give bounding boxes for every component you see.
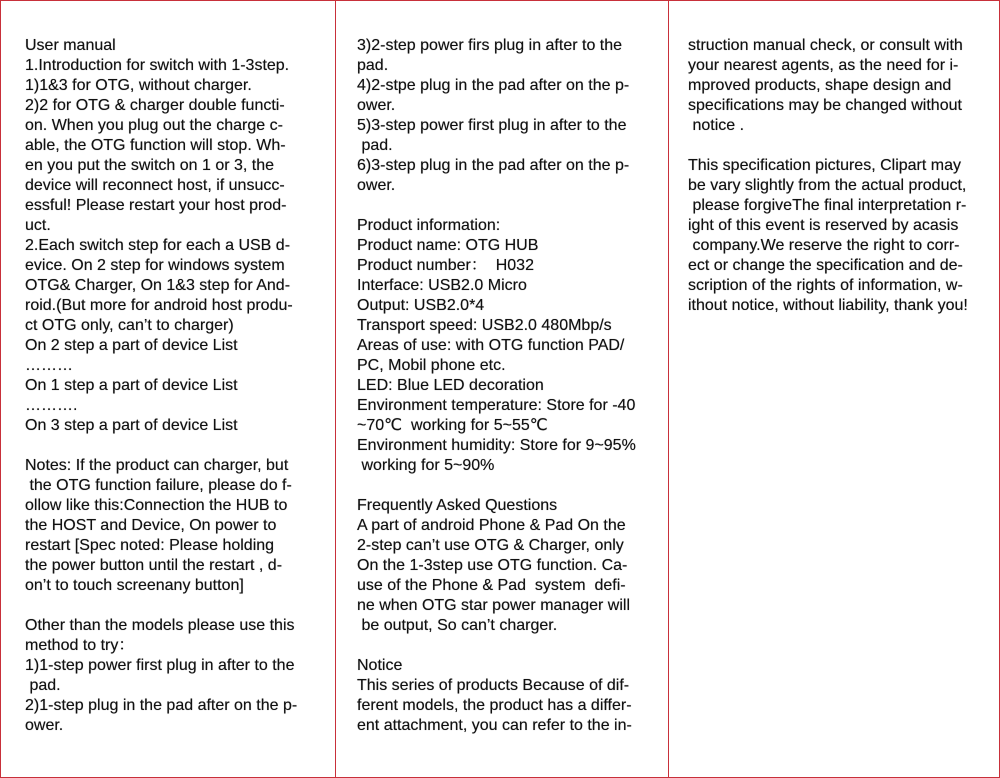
text-line	[357, 196, 654, 216]
text-line: the power button until the restart , d-	[25, 557, 283, 574]
text-line: ower.	[357, 177, 396, 194]
text-line: en you put the switch on 1 or 3, the	[25, 157, 275, 174]
text-line	[25, 436, 317, 456]
text-line: notice .	[688, 117, 745, 134]
text-line: struction manual check, or consult with	[688, 37, 963, 54]
text-line	[25, 596, 317, 616]
text-line: on. When you plug out the charge c-	[25, 117, 283, 134]
text-line: use of the Phone & Pad system defi-	[357, 577, 626, 594]
text-line: Frequently Asked Questions	[357, 497, 558, 514]
text-line: Environment humidity: Store for 9~95%	[357, 437, 636, 454]
text-line: ………	[25, 357, 73, 374]
text-line: uct.	[25, 217, 51, 234]
text-line: please forgiveThe final interpretation r-	[688, 197, 967, 214]
manual-column-2	[335, 1, 668, 777]
text-line: 3)2-step power firs plug in after to the	[357, 37, 623, 54]
manual-column-3	[668, 1, 1000, 777]
text-line: pad.	[357, 137, 393, 154]
text-line: Product name: OTG HUB	[357, 237, 539, 254]
text-line: 6)3-step plug in the pad after on the p-	[357, 157, 630, 174]
text-line: ne when OTG star power manager will	[357, 597, 630, 614]
text-line: device will reconnect host, if unsucc-	[25, 177, 285, 194]
text-line: 5)3-step power first plug in after to the	[357, 117, 627, 134]
text-line: Product information:	[357, 217, 501, 234]
text-line: scription of the rights of information, w-	[688, 277, 963, 294]
text-line: On 3 step a part of device List	[25, 417, 238, 434]
text-line	[688, 136, 987, 156]
text-line: Product number： H032	[357, 257, 534, 274]
text-line: ……….	[25, 397, 78, 414]
text-line: method to try：	[25, 637, 135, 654]
text-line: the OTG function failure, please do f-	[25, 477, 292, 494]
text-line: pad.	[25, 677, 61, 694]
text-line: 4)2-stpe plug in the pad after on the p-	[357, 77, 630, 94]
text-line: 1.Introduction for switch with 1-3step.	[25, 57, 290, 74]
text-line: be output, So can’t charger.	[357, 617, 558, 634]
text-line: This series of products Because of dif-	[357, 677, 630, 694]
text-line: essful! Please restart your host prod-	[25, 197, 287, 214]
text-line: 1)1-step power first plug in after to the	[25, 657, 295, 674]
text-line: mproved products, shape design and	[688, 77, 952, 94]
text-line: ithout notice, without liability, thank you!	[688, 297, 968, 314]
text-line: ect or change the specification and de-	[688, 257, 963, 274]
text-line: ferent models, the product has a differ-	[357, 697, 632, 714]
text-line: company.We reserve the right to corr-	[688, 237, 960, 254]
text-line: Interface: USB2.0 Micro	[357, 277, 527, 294]
text-line: ent attachment, you can refer to the in-	[357, 717, 632, 734]
text-line: ct OTG only, can’t to charger)	[25, 317, 234, 334]
text-line: pad.	[357, 57, 389, 74]
text-line: specifications may be changed without	[688, 97, 962, 114]
text-line: This specification pictures, Clipart may	[688, 157, 961, 174]
manual-column-1	[1, 1, 335, 777]
text-line: Other than the models please use this	[25, 617, 295, 634]
text-line: on’t to touch screenany button]	[25, 577, 244, 594]
text-line: Areas of use: with OTG function PAD/	[357, 337, 625, 354]
text-line: able, the OTG function will stop. Wh-	[25, 137, 286, 154]
text-line: ollow like this:Connection the HUB to	[25, 497, 288, 514]
text-line: 2)2 for OTG & charger double functi-	[25, 97, 285, 114]
text-line: Notes: If the product can charger, but	[25, 457, 289, 474]
text-line: ower.	[25, 717, 64, 734]
text-line: On the 1-3step use OTG function. Ca-	[357, 557, 628, 574]
text-line: On 2 step a part of device List	[25, 337, 238, 354]
text-line: OTG& Charger, On 1&3 step for And-	[25, 277, 291, 294]
text-line: working for 5~90%	[357, 457, 495, 474]
text-line: evice. On 2 step for windows system	[25, 257, 285, 274]
text-line: Output: USB2.0*4	[357, 297, 485, 314]
text-line: your nearest agents, as the need for i-	[688, 57, 959, 74]
text-line: 2)1-step plug in the pad after on the p-	[25, 697, 298, 714]
text-line: Environment temperature: Store for -40	[357, 397, 636, 414]
text-line: roid.(But more for android host produ-	[25, 297, 293, 314]
text-line: LED: Blue LED decoration	[357, 377, 544, 394]
text-line: Notice	[357, 657, 403, 674]
text-line: ~70℃ working for 5~55℃	[357, 417, 548, 434]
text-line: On 1 step a part of device List	[25, 377, 238, 394]
text-line: restart [Spec noted: Please holding	[25, 537, 275, 554]
text-line: ower.	[357, 97, 396, 114]
text-line: be vary slightly from the actual product,	[688, 177, 967, 194]
text-line: User manual	[25, 37, 116, 54]
text-line: PC, Mobil phone etc.	[357, 357, 506, 374]
text-line: 2-step can’t use OTG & Charger, only	[357, 537, 624, 554]
text-line: 1)1&3 for OTG, without charger.	[25, 77, 252, 94]
text-line	[357, 476, 654, 496]
text-line: the HOST and Device, On power to	[25, 517, 277, 534]
text-line: Transport speed: USB2.0 480Mbp/s	[357, 317, 612, 334]
text-line: A part of android Phone & Pad On the	[357, 517, 626, 534]
text-line: 2.Each switch step for each a USB d-	[25, 237, 291, 254]
text-line: ight of this event is reserved by acasis	[688, 217, 959, 234]
text-line	[357, 636, 654, 656]
